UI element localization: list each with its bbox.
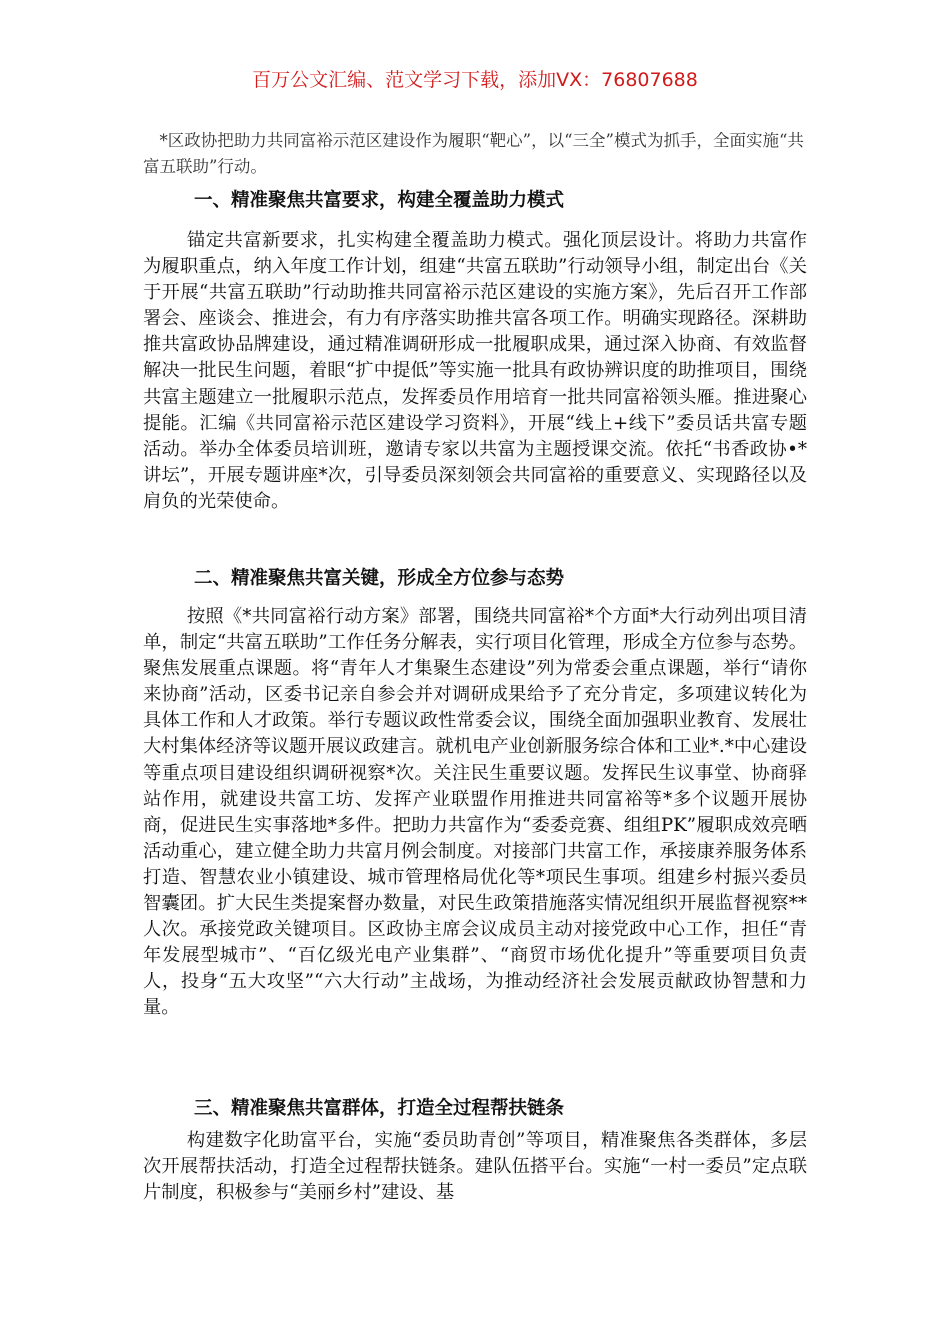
section-heading-2: 二、精准聚焦共富关键，形成全方位参与态势 (194, 568, 565, 589)
section-body-3: 构建数字化助富平台，实施“委员助青创”等项目，精准聚焦各类群体，多层次开展帮扶活动，打造全过程帮扶链条。建队伍搭平台。实施“一村一委员”定点联片制度，积极参与“美丽乡村”建设、基 (143, 1130, 807, 1204)
section-body-2: 按照《*共同富裕行动方案》部署，围绕共同富裕*个方面*大行动列出项目清单，制定“共富五联助”工作任务分解表，实行项目化管理，形成全方位参与态势。聚焦发展重点课题。将“青年人才集聚生态建设”列为常委会重点课题，举行“请你来协商”活动，区委书记亲自参会并对调研成果给予了充分肯定，多项建议转化为具体工作和人才政策。举行专题议政性常委会议，围绕全面加强职业教育、发展壮大村集体经济等议题开展议政建言。就机电产业创新服务综合体和工业*.*中心建设等重点项目建设组织调研视察*次。关注民生重要议题。发挥民生议事堂、协商驿站作用，就建设共富工坊、发挥产业联盟作用推进共同富裕等*多个议题开展协商，促进民生实事落地*多件。把助力共富作为“委委竞赛、组组PK”履职成效亮晒活动重心，建立健全助力共富月例会制度。对接部门共富工作，承接康养服务体系打造、智慧农业小镇建设、城市管理格局优化等*项民生事项。组建乡村振兴委员智囊团。扩大民生类提案督办数量，对民生政策措施落实情况组织开展监督视察**人次。承接党政关键项目。区政协主席会议成员主动对接党政中心工作，担任“青年发展型城市”、“百亿级光电产业集群”、“商贸市场优化提升”等重要项目负责人，投身“五大攻坚”“六大行动”主战场，为推动经济社会发展贡献政协智慧和力量。 (143, 606, 807, 1019)
section-heading-3: 三、精准聚焦共富群体，打造全过程帮扶链条 (194, 1098, 565, 1119)
section-heading-1: 一、精准聚焦共富要求，构建全覆盖助力模式 (194, 190, 565, 211)
intro-paragraph: *区政协把助力共同富裕示范区建设作为履职“靶心”，以“三全”模式为抓手，全面实施“共富五联助”行动。 (143, 131, 804, 176)
section-body-1: 锚定共富新要求，扎实构建全覆盖助力模式。强化顶层设计。将助力共富作为履职重点，纳入年度工作计划，组建“共富五联助”行动领导小组，制定出台《关于开展“共富五联助”行动助推共同富裕示范区建设的实施方案》，先后召开工作部署会、座谈会、推进会，有力有序落实助推共富各项工作。明确实现路径。深耕助推共富政协品牌建设，通过精准调研形成一批履职成果，通过深入协商、有效监督解决一批民生问题，着眼“扩中提低”等实施一批具有政协辨识度的助推项目，围绕共富主题建立一批履职示范点，发挥委员作用培育一批共同富裕领头雁。推进聚心提能。汇编《共同富裕示范区建设学习资料》，开展“线上+线下”委员话共富专题活动。举办全体委员培训班，邀请专家以共富为主题授课交流。依托“书香政协•*讲坛”，开展专题讲座*次，引导委员深刻领会共同富裕的重要意义、实现路径以及肩负的光荣使命。 (143, 230, 807, 512)
watermark-header: 百万公文汇编、范文学习下载，添加VX：76807688 (252, 69, 698, 91)
